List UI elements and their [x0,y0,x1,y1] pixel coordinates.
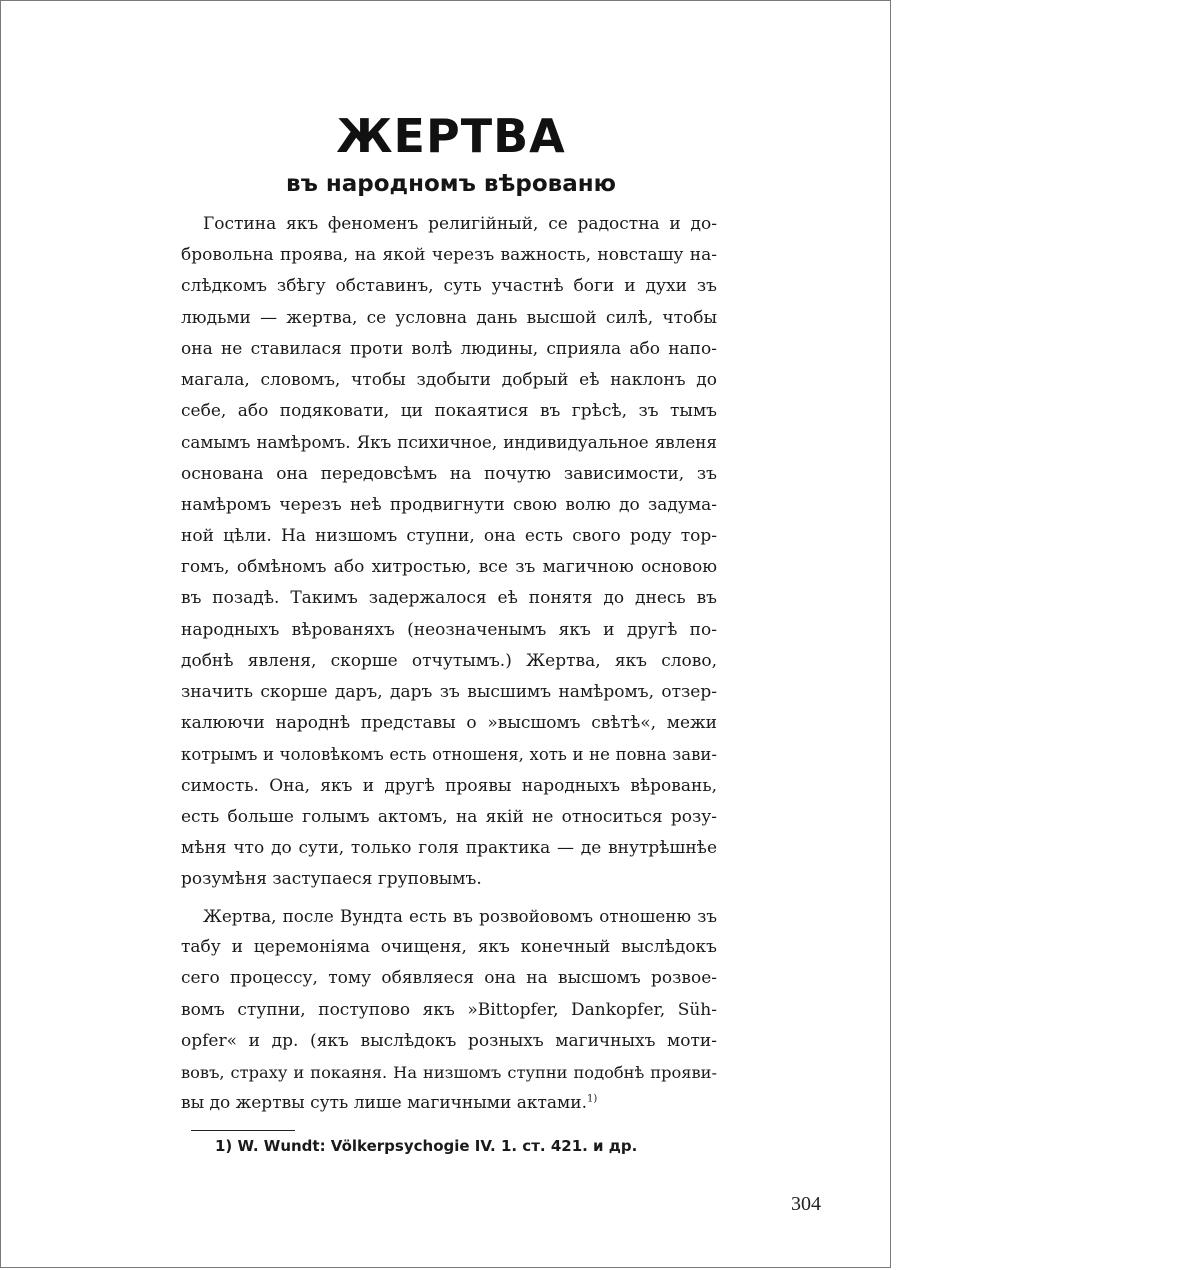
text-line: слѣдкомъ збѣгу обставинъ, суть участнѣ боги и духи зъ [181,276,717,297]
text-line: сего процессу, тому обявляеся она на высшомъ розвое- [181,968,717,989]
chapter-title: ЖЕРТВА [336,109,566,163]
text-line-end: вы до жертвы суть лише магичными актами. [181,1093,587,1114]
text-line: opfer« и др. (якъ выслѣдокъ розныхъ магичныхъ моти- [181,1030,717,1051]
text-line: Жертва, после Вундта есть въ розвойовомъ отношеню зъ [203,906,717,926]
text-line: самымъ намѣромъ. Якъ психичное, индивидуальное явленя [181,432,717,453]
text-line: магала, словомъ, чтобы здобыти добрый еѣ наклонъ до [181,370,717,391]
text-line: ной цѣли. На низшомъ ступни, она есть свого роду тор- [181,526,717,547]
text-line-with-footnote-ref [181,1088,717,1119]
text-line: Гостина якъ феноменъ религійный, се радостна и до- [203,214,717,234]
text-line: табу и церемоніяма очищеня, якъ конечный выслѣдокъ [181,937,717,958]
footnote-reference: 1) [587,1093,598,1105]
text-line: основана она передовсѣмъ на почутю зависимости, зъ [181,463,717,484]
text-line: розумѣня заступаеся груповымъ. [181,869,482,890]
footnote-marker: 1) [215,1137,233,1155]
text-line: мѣня что до сути, только голя практика — де внутрѣшнѣе [181,838,717,859]
text-line: бровольна проява, на якой черезъ важность, новсташу на- [181,245,717,266]
text-line: вовъ, страху и покаяня. На низшомъ ступни подобнѣ прояви- [181,1063,717,1083]
text-line: въ позадѣ. Такимъ задержалося еѣ понятя до днесь въ [181,588,717,609]
text-line: людьми — жертва, се условна дань высшой силѣ, чтобы [181,307,717,328]
paragraph-1 [181,209,717,895]
text-line: симость. Она, якъ и другѣ проявы народныхъ вѣровань, [181,775,717,796]
text-line: намѣромъ черезъ неѣ продвигнути свою волю до задума- [181,494,717,515]
text-line: гомъ, обмѣномъ або хитростью, все зъ магичною основою [181,557,717,578]
text-line: себе, або подяковати, ци покаятися въ грѣсѣ, зъ тымъ [181,401,717,422]
text-line: есть больше голымъ актомъ, на якій не относиться розу- [181,806,717,827]
footnote-separator [191,1130,295,1131]
text-line: значить скорше даръ, даръ зъ высшимъ намѣромъ, отзер- [181,682,717,703]
text-line: народныхъ вѣрованяхъ (неозначенымъ якъ и другѣ по- [181,619,717,640]
chapter-subtitle: въ народномъ вѣрованю [286,171,616,197]
text-line: калюючи народнѣ представы о »высшомъ свѣтѣ«, межи [181,713,717,734]
page-number: 304 [791,1193,821,1215]
paragraph-2 [181,901,717,1119]
text-line: вомъ ступни, поступово якъ »Bittopfer, Dankopfer, Süh- [181,999,717,1020]
text-line: добнѣ явленя, скорше отчутымъ.) Жертва, якъ слово, [181,650,717,671]
text-line: она не ставилася проти волѣ людины, сприяла або напо- [181,338,717,359]
footnote [215,1134,637,1158]
footnote-text: W. Wundt: Völkerpsychogie IV. 1. ст. 421. и др. [237,1137,638,1155]
text-line: котрымъ и чоловѣкомъ есть отношеня, хоть и не повна зави- [181,745,717,765]
